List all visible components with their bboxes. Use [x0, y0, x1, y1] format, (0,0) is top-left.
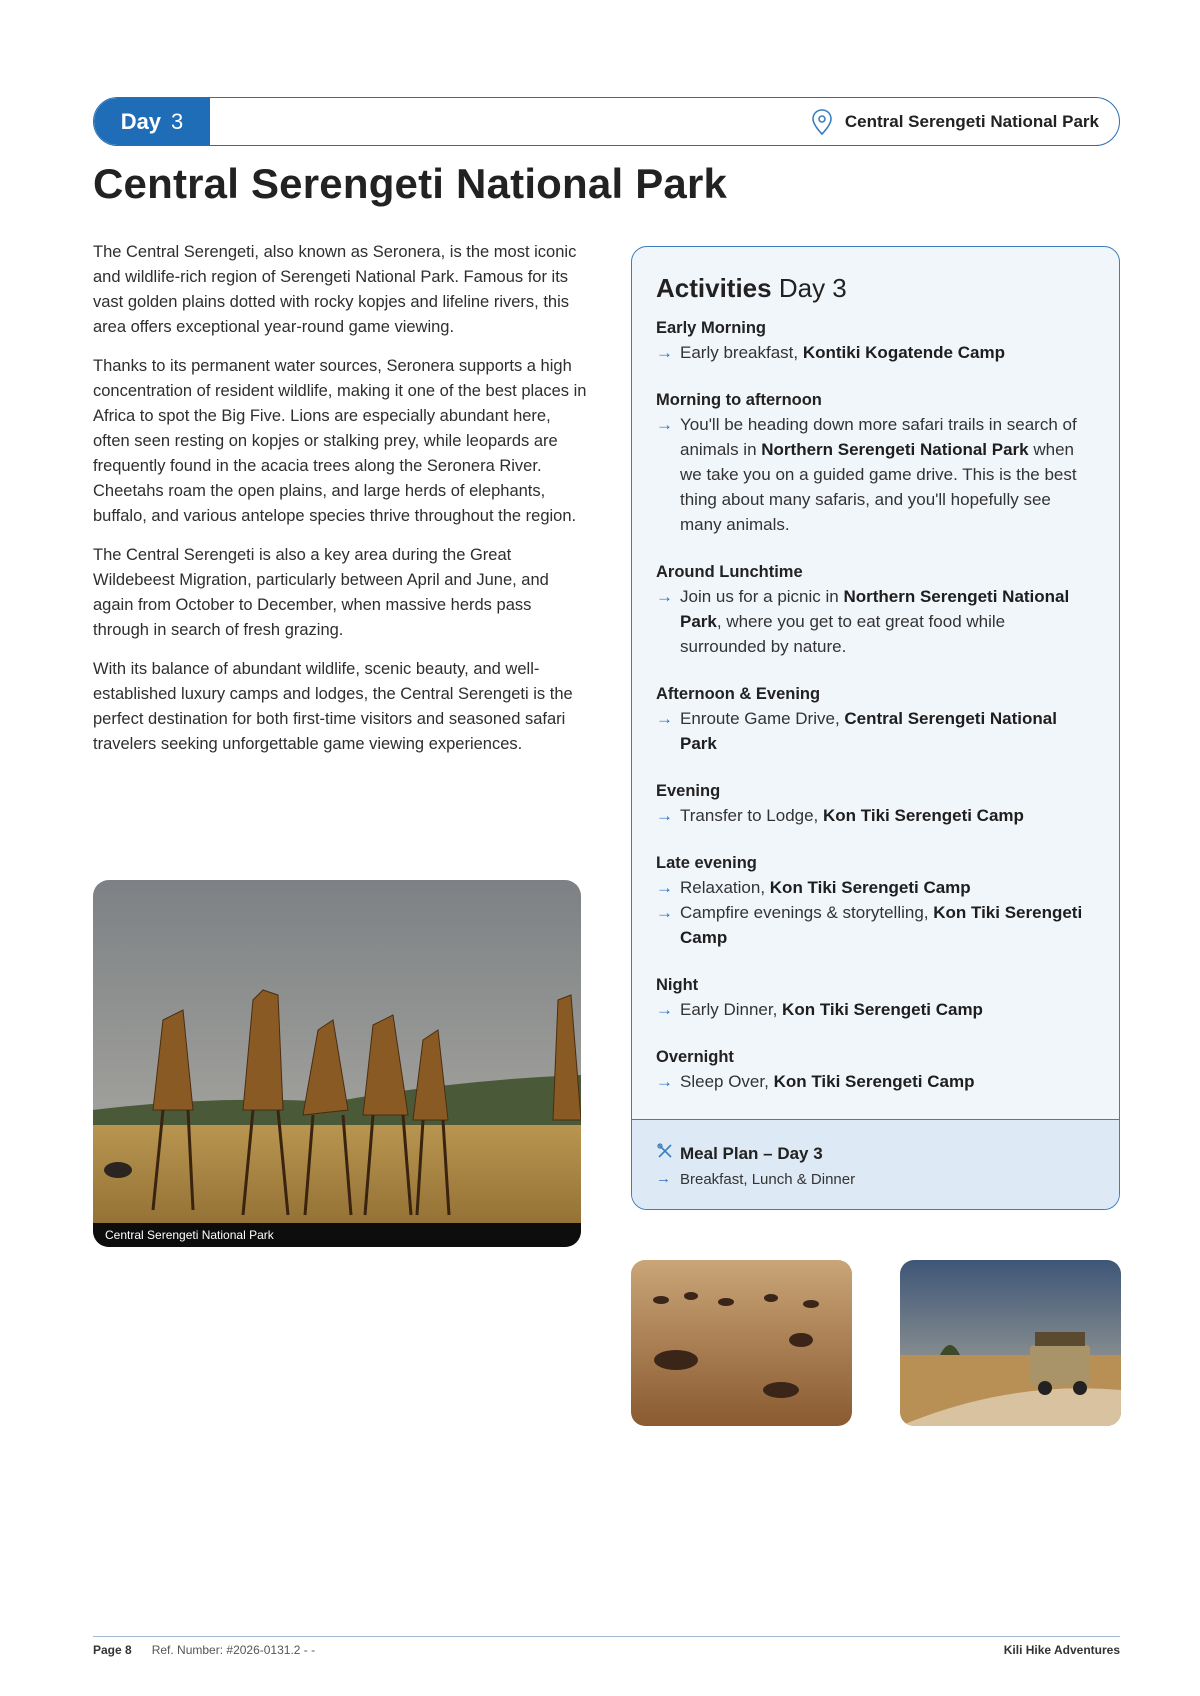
- arrow-right-icon: →: [656, 587, 673, 606]
- arrow-right-icon: →: [656, 415, 673, 434]
- activity-place: Kon Tiki Serengeti Camp: [823, 806, 1024, 825]
- intro-text: [93, 240, 588, 771]
- arrow-right-icon: →: [656, 878, 673, 897]
- activity-place: Northern Serengeti National Park: [761, 440, 1029, 459]
- activity-line: [656, 803, 1095, 828]
- wildebeest-photo: [631, 1260, 852, 1426]
- activity-place: Kon Tiki Serengeti Camp: [782, 1000, 983, 1019]
- footer: [93, 1643, 1120, 1657]
- activity-block: [656, 779, 1095, 828]
- activity-time: Morning to afternoon: [656, 391, 822, 409]
- activity-time: Afternoon & Evening: [656, 685, 821, 703]
- page-title: Central Serengeti National Park: [93, 160, 728, 207]
- giraffe-photo: [93, 880, 581, 1247]
- intro-paragraph: The Central Serengeti, also known as Seronera, is the most iconic and wildlife-rich region of Serengeti National Park. Famous for its vast golden plains dotted with rocky kopjes and lifeline rivers, this area offers exceptional year-round game viewing.: [93, 243, 577, 336]
- activity-block: [656, 1045, 1095, 1094]
- activity-time: Around Lunchtime: [656, 563, 803, 581]
- activity-line: [656, 875, 1095, 900]
- activity-time: Overnight: [656, 1048, 734, 1066]
- meal-plan: [632, 1119, 1119, 1209]
- activities-card: [631, 246, 1120, 1210]
- photo-caption: Central Serengeti National Park: [93, 1223, 581, 1247]
- activity-text: Transfer to Lodge,: [680, 806, 824, 825]
- arrow-right-icon: →: [656, 1170, 671, 1187]
- arrow-right-icon: →: [656, 709, 673, 728]
- meal-plan-title: Meal Plan – Day 3: [680, 1143, 823, 1163]
- arrow-right-icon: →: [656, 903, 673, 922]
- activity-place: Kontiki Kogatende Camp: [802, 343, 1005, 362]
- activity-time: Early Morning: [656, 319, 767, 337]
- activities-title: [656, 273, 1095, 304]
- activity-text: Early Dinner,: [680, 1000, 783, 1019]
- activity-line: [656, 1069, 1095, 1094]
- arrow-right-icon: →: [656, 343, 673, 362]
- intro-paragraph: With its balance of abundant wildlife, scenic beauty, and well-established luxury camps and lodges, the Central Serengeti is the perfect destination for both first-time visitors and seasoned safari travelers seeking unforgettable game viewing experiences.: [93, 660, 573, 753]
- activities-title-day: Day 3: [778, 273, 847, 303]
- activities-list: [656, 316, 1095, 1094]
- reference-number: Ref. Number: #2026-0131.2 - -: [151, 1643, 316, 1657]
- activity-line: [656, 340, 1095, 365]
- activity-block: [656, 388, 1095, 537]
- activity-line: [656, 706, 1095, 756]
- intro-paragraph: Thanks to its permanent water sources, Seronera supports a high concentration of resident wildlife, making it one of the best places in Africa to spot the Big Five. Lions are especially abundant here, often seen resting on kopjes or stalking prey, while leopards are frequently found in the acacia trees along the Seronera River. Cheetahs roam the open plains, and large herds of elephants, buffalo, and various antelope species thrive throughout the region.: [93, 357, 587, 525]
- activity-text: Campfire evenings & storytelling,: [680, 903, 934, 922]
- activities-title-bold: Activities: [656, 273, 772, 303]
- utensils-icon: [656, 1142, 674, 1165]
- activity-time: Evening: [656, 782, 721, 800]
- day-number: 3: [171, 108, 184, 134]
- arrow-right-icon: →: [656, 1072, 673, 1091]
- meal-plan-meals: [656, 1171, 1095, 1188]
- activity-text: You'll be heading down more safari trails in search of animals in: [680, 415, 1077, 459]
- activity-text: Sleep Over,: [680, 1072, 774, 1091]
- day-badge: [94, 98, 210, 145]
- activity-line: [656, 900, 1095, 950]
- activity-place: Kon Tiki Serengeti Camp: [773, 1072, 975, 1091]
- day-location-label: Central Serengeti National Park: [844, 111, 1099, 131]
- brand-name: Kili Hike Adventures: [1003, 1643, 1120, 1657]
- safari-vehicle-photo: [900, 1260, 1121, 1426]
- meal-plan-meals-text: Breakfast, Lunch & Dinner: [680, 1171, 856, 1188]
- activity-line: [656, 584, 1095, 659]
- activity-block: [656, 973, 1095, 1022]
- activity-time: Night: [656, 976, 699, 994]
- activity-line: [656, 997, 1095, 1022]
- map-pin-icon: [811, 108, 833, 136]
- meal-plan-title-row: [656, 1142, 1095, 1165]
- intro-paragraph: The Central Serengeti is also a key area during the Great Wildebeest Migration, particularly between April and June, and again from October to December, when massive herds pass through in search of fresh grazing.: [93, 546, 549, 639]
- day-header-bar: [93, 97, 1120, 146]
- activity-text: Enroute Game Drive,: [680, 709, 845, 728]
- activity-text: Relaxation,: [680, 878, 770, 897]
- activity-text: Early breakfast,: [680, 343, 803, 362]
- activity-text-after: when we take you on a guided game drive. This is the best thing about many safaris, and you'll hopefully see many animals.: [680, 440, 1077, 534]
- activity-place: Central Serengeti National Park: [680, 709, 1057, 753]
- activity-block: [656, 851, 1095, 950]
- activity-place: Kon Tiki Serengeti Camp: [769, 878, 971, 897]
- activity-place: Kon Tiki Serengeti Camp: [680, 903, 1083, 947]
- footer-divider: [93, 1636, 1120, 1637]
- activity-block: [656, 560, 1095, 659]
- activity-place: Northern Serengeti National Park: [680, 587, 1070, 631]
- activity-block: [656, 316, 1095, 365]
- day-location: [811, 108, 1099, 136]
- activity-block: [656, 682, 1095, 756]
- day-label: Day: [120, 108, 162, 134]
- activity-line: [656, 412, 1095, 537]
- page-number: Page 8: [93, 1643, 132, 1657]
- activity-text: Join us for a picnic in: [680, 587, 844, 606]
- arrow-right-icon: →: [656, 806, 673, 825]
- activity-text-after: , where you get to eat great food while surrounded by nature.: [680, 612, 1006, 656]
- arrow-right-icon: →: [656, 1000, 673, 1019]
- activity-time: Late evening: [656, 854, 757, 872]
